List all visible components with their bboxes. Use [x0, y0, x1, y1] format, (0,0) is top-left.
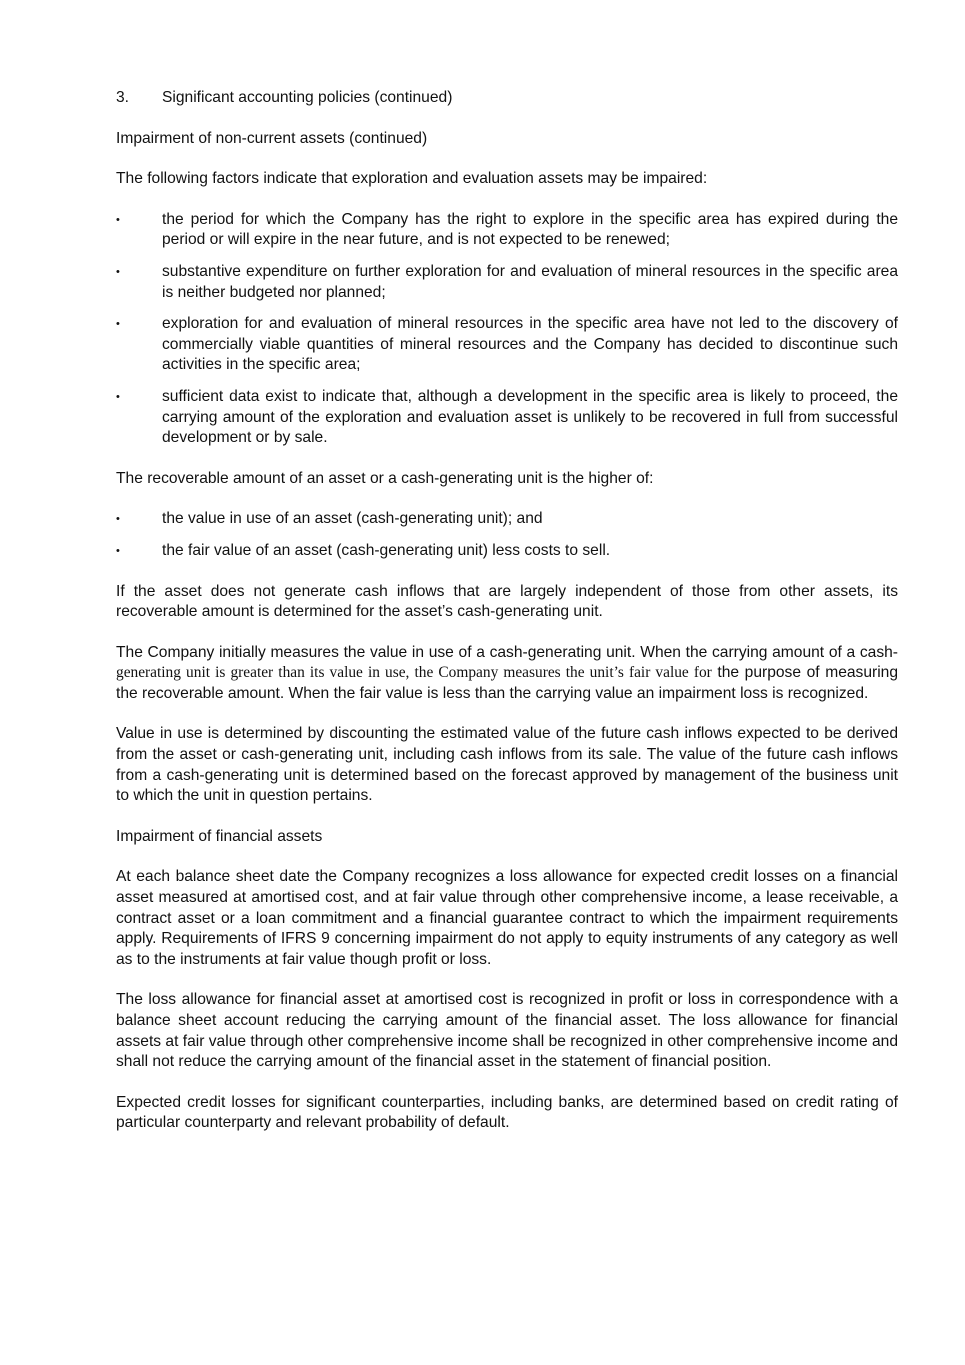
list-item-text: substantive expenditure on further exploration for and evaluation of mineral resources in the specific area is neither budgeted nor planned; [162, 262, 898, 301]
list-item [116, 262, 898, 303]
bullet-icon: • [116, 544, 120, 557]
paragraph-loss-allowance-recognition: At each balance sheet date the Company recognizes a loss allowance for expected credit losses on a financial asset measured at amortised cost, and at fair value through other comprehensive income, a lease receivable, a contract asset or a loan commitment and a financial guarantee contract to which the impairment requirements apply. Requirements of IFRS 9 concerning impairment do not apply to equity instruments of any category as well as to the instruments at fair value though profit or loss. [116, 868, 898, 968]
impairment-factors-list [116, 210, 898, 449]
paragraph-expected-credit-losses: Expected credit losses for significant counterparties, including banks, are determined based on credit rating of particular counterparty and relevant probability of default. [116, 1093, 898, 1132]
subheading-impairment-financial: Impairment of financial assets [116, 827, 323, 845]
bullet-icon: • [116, 265, 120, 278]
bullet-icon: • [116, 318, 120, 331]
list-item [116, 541, 898, 562]
factors-intro: The following factors indicate that exploration and evaluation assets may be impaired: [116, 170, 708, 188]
paragraph-text-lead: The Company initially measures the value in use of a cash-generating unit. When the carrying amount of a cash- [116, 643, 898, 661]
list-item-text: the value in use of an asset (cash-generating unit); and [162, 510, 543, 528]
list-item-text: exploration for and evaluation of mineral resources in the specific area have not led to the discovery of commercially viable quantities of mineral resources and the Company has decided to discontinue such activities in the specific area; [162, 315, 898, 374]
document-page [116, 88, 898, 1154]
bullet-icon: • [116, 213, 120, 226]
paragraph-independent-cash-inflows: If the asset does not generate cash inflows that are largely independent of those from other assets, its recoverable amount is determined for the asset’s cash-generating unit. [116, 582, 898, 621]
paragraph-text-tail: the purpose of measuring the recoverable amount. When the fair value is less than the carrying value an impairment loss is recognized. [116, 664, 899, 702]
list-item [116, 314, 898, 376]
bullet-icon: • [116, 513, 120, 526]
list-item [116, 387, 898, 449]
paragraph-loss-allowance-accounting: The loss allowance for financial asset at amortised cost is recognized in profit or loss in correspondence with a balance sheet account reducing the carrying amount of the financial asset. The loss allowance for financial assets at fair value through other comprehensive income shall be recognized in other comprehensive income and shall not reduce the carrying amount of the financial asset in the statement of financial position. [116, 991, 898, 1071]
list-item-text: the period for which the Company has the right to explore in the specific area has expired during the period or will expire in the near future, and is not expected to be renewed; [162, 210, 898, 249]
list-item-text: the fair value of an asset (cash-generating unit) less costs to sell. [162, 541, 611, 559]
section-heading [116, 88, 898, 109]
subheading-impairment-noncurrent: Impairment of non-current assets (continued) [116, 129, 428, 147]
paragraph-text-serif: generating unit is greater than its value in use, the Company measures the unit’s fair value for [116, 664, 712, 682]
paragraph-value-in-use-determination: Value in use is determined by discounting the estimated value of the future cash inflows expected to be derived from the asset or cash-generating unit, including cash inflows from its sale. The value of the future cash inflows from a cash-generating unit is determined based on the forecast approved by management of the business unit to which the unit in question pertains. [116, 725, 898, 805]
list-item [116, 210, 898, 251]
bullet-icon: • [116, 390, 120, 403]
recoverable-amount-intro: The recoverable amount of an asset or a cash-generating unit is the higher of: [116, 469, 654, 487]
section-number: 3. [116, 89, 130, 106]
list-item-text: sufficient data exist to indicate that, although a development in the specific area is likely to proceed, the carrying amount of the exploration and evaluation asset is unlikely to be recovered in full from successful development or by sale. [162, 387, 898, 447]
recoverable-amount-list [116, 509, 898, 561]
paragraph-value-in-use-measurement [116, 643, 898, 705]
list-item [116, 509, 898, 530]
section-title: Significant accounting policies (continued) [162, 89, 453, 106]
